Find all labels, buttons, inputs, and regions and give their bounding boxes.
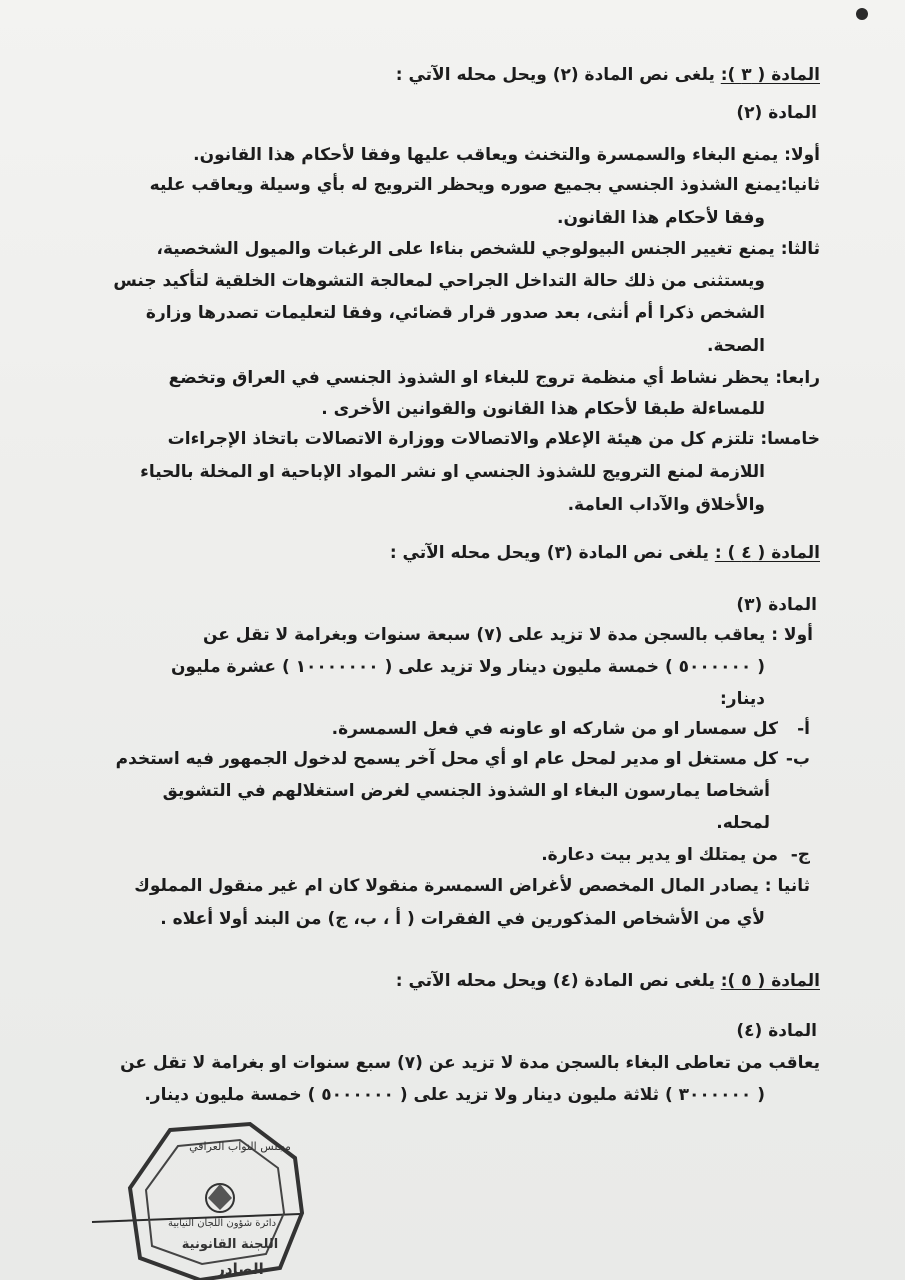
article-4-item-a: [332, 716, 810, 742]
article-4-para-1-line-3: دينار:: [719, 689, 765, 709]
item-b-text-line-1: كل مستغل او مدير لمحل عام او أي محل آخر يسمح لدخول الجمهور فيه استخدم: [115, 749, 778, 769]
item-a-text: كل سمسار او من شاركه او عاونه في فعل السمسرة.: [331, 719, 778, 739]
article-5-heading: [396, 968, 820, 994]
article-3-para-3-line-4: الصحة.: [707, 336, 765, 356]
seal-inner-text-2: الصادر: [216, 1260, 264, 1278]
article-4-para-1-line-2: ( ٥٠٠٠٠٠٠ ) خمسة مليون دينار ولا تزيد على ( ١٠٠٠٠٠٠٠ ) عشرة مليون: [171, 657, 765, 677]
article-4-item-c: [541, 842, 810, 868]
article-3-heading-rest: يلغى نص المادة (٢) ويحل محله الآتي :: [395, 65, 721, 85]
article-4-heading: [390, 540, 820, 566]
article-3-para-2-line-1: ثانيا:يمنع الشذوذ الجنسي بجميع صوره ويحظر الترويج له بأي وسيلة ويعاقب عليه: [149, 175, 820, 195]
article-3-subheading: المادة (٢): [736, 103, 817, 123]
article-3-para-5-line-1: خامسا: تلتزم كل من هيئة الإعلام والاتصالات ووزارة الاتصالات باتخاذ الإجراءات: [167, 429, 820, 449]
item-c-letter: ج-: [790, 845, 810, 865]
article-4-subheading: المادة (٣): [736, 595, 817, 615]
article-3-para-4-line-1: رابعا: يحظر نشاط أي منظمة تروج للبغاء او الشذوذ الجنسي في العراق وتخضع: [168, 368, 820, 388]
seal-outer-text: مجلس النواب العراقي: [189, 1140, 291, 1153]
seal-mid-text: دائرة شؤون اللجان النيابية: [167, 1218, 277, 1229]
article-4-item-b-line-2: أشخاصا يمارسون البغاء او الشذوذ الجنسي لغرض استغلالهم في التشويق: [162, 781, 770, 801]
article-3-para-5-line-2: اللازمة لمنع الترويج للشذوذ الجنسي او نشر المواد الإباحية او المخلة بالحياء: [140, 462, 765, 482]
article-4-item-b-line-3: لمحله.: [716, 813, 770, 833]
article-3-para-3-line-3: الشخص ذكرا أم أنثى، بعد صدور قرار قضائي، وفقا لتعليمات تصدرها وزارة: [145, 303, 765, 323]
article-4-para-2-line-2: لأي من الأشخاص المذكورين في الفقرات ( أ ، ب، ج) من البند أولا أعلاه .: [160, 909, 765, 929]
article-5-subheading: المادة (٤): [736, 1021, 817, 1041]
article-4-heading-prefix: المادة ( ٤ ) :: [714, 543, 820, 563]
article-5-heading-rest: يلغى نص المادة (٤) ويحل محله الآتي :: [395, 971, 721, 991]
seal-inner-text-1: اللجنة القانونية: [181, 1237, 279, 1252]
article-3-para-3-line-2: ويستثنى من ذلك حالة التداخل الجراحي لمعالجة التشوهات الخلقية لتأكيد جنس: [113, 271, 765, 291]
article-5-para-line-1: يعاقب من تعاطى البغاء بالسجن مدة لا تزيد عن (٧) سبع سنوات او بغرامة لا تقل عن: [120, 1053, 820, 1073]
article-3-para-5-line-3: والأخلاق والآداب العامة.: [567, 495, 765, 515]
article-3-para-1: أولا: يمنع البغاء والسمسرة والتخنث ويعاقب عليها وفقا لأحكام هذا القانون.: [193, 145, 820, 165]
article-3-para-2-line-2: وفقا لأحكام هذا القانون.: [557, 208, 765, 228]
article-3-heading-prefix: المادة ( ٣ ):: [720, 65, 820, 85]
article-4-item-b: [116, 746, 810, 772]
item-a-letter: أ-: [797, 719, 810, 739]
article-3-heading: [396, 62, 820, 88]
official-seal-stamp: [90, 1118, 330, 1280]
article-4-heading-rest: يلغى نص المادة (٣) ويحل محله الآتي :: [389, 543, 715, 563]
article-3-para-4-line-2: للمساءلة طبقا لأحكام هذا القانون والقوانين الأخرى .: [321, 399, 765, 419]
article-4-para-2-line-1: ثانيا : يصادر المال المخصص لأغراض السمسرة منقولا كان ام غير منقول المملوك: [134, 876, 810, 896]
article-5-para-line-2: ( ٣٠٠٠٠٠٠ ) ثلاثة مليون دينار ولا تزيد على ( ٥٠٠٠٠٠٠ ) خمسة مليون دينار.: [144, 1085, 765, 1105]
item-b-letter: ب-: [785, 749, 810, 769]
article-5-heading-prefix: المادة ( ٥ ):: [720, 971, 820, 991]
item-c-text: من يمتلك او يدير بيت دعارة.: [541, 845, 778, 865]
article-4-para-1-line-1: أولا : يعاقب بالسجن مدة لا تزيد على (٧) سبعة سنوات وبغرامة لا تقل عن: [202, 625, 813, 645]
article-3-para-3-line-1: ثالثا: يمنع تغيير الجنس البيولوجي للشخص بناءا على الرغبات والميول الشخصية،: [156, 239, 820, 259]
